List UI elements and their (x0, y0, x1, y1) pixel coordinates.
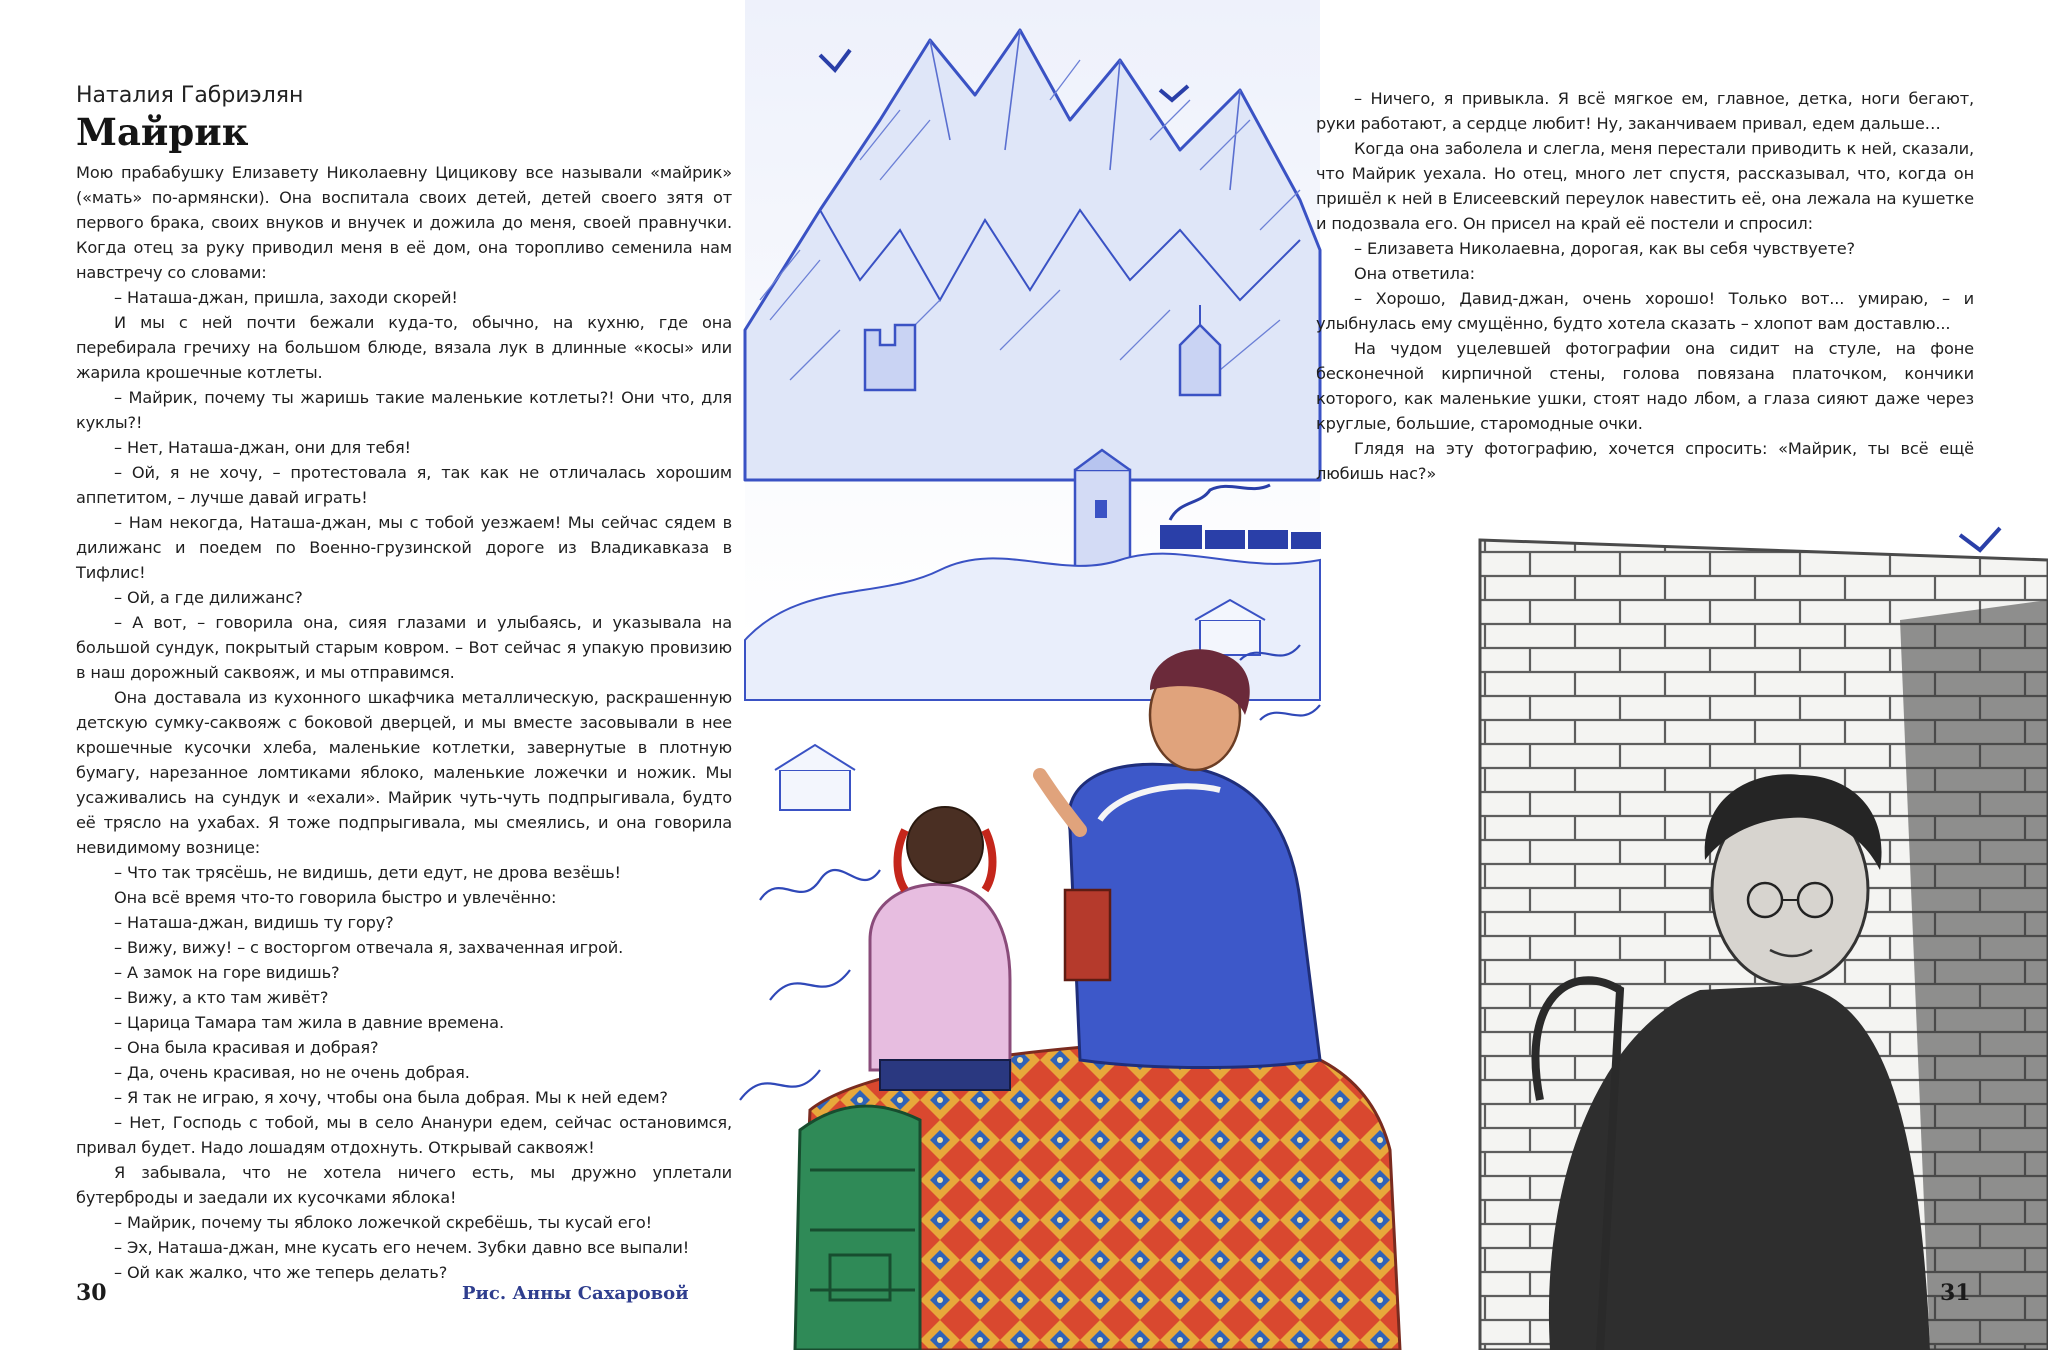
paragraph: – А замок на горе видишь? (114, 963, 340, 982)
paragraph: – Что так трясёшь, не видишь, дети едут, не дрова везёшь! (114, 863, 621, 882)
left-body-text (76, 160, 732, 1285)
paragraph: – Елизавета Николаевна, дорогая, как вы себя чувствуете? (1354, 239, 1856, 258)
paragraph: – Нет, Господь с тобой, мы в село Ананури едем, сейчас остановимся, привал будет. Надо лошадям отдохнуть. Открывай саквояж! (76, 1113, 732, 1157)
paragraph: – Эх, Наташа-джан, мне кусать его нечем. Зубки давно все выпали! (114, 1238, 690, 1257)
paragraph: – Вижу, вижу! – с восторгом отвечала я, захваченная игрой. (114, 938, 624, 957)
paragraph: – А вот, – говорила она, сияя глазами и улыбаясь, и указывала на большой сундук, покрытый старым ковром. – Вот сейчас я упакую провизию в наш дорожный саквояж, и мы отправимся. (76, 613, 732, 682)
illustration-credit: Рис. Анны Сахаровой (462, 1283, 689, 1304)
paragraph: – Нам некогда, Наташа-джан, мы с тобой уезжаем! Мы сейчас сядем в дилижанс и поедем по Военно-грузинской дороге из Владикавказа в Тифлис! (76, 513, 732, 582)
paragraph: – Я так не играю, я хочу, чтобы она была добрая. Мы к ней едем? (114, 1088, 668, 1107)
paragraph: – Майрик, почему ты жаришь такие маленькие котлеты?! Они что, для куклы?! (76, 388, 732, 432)
paragraph: Она всё время что-то говорила быстро и увлечённо: (114, 888, 557, 907)
paragraph: – Ничего, я привыкла. Я всё мягкое ем, главное, детка, ноги бегают, руки работают, а сердце любит! Ну, заканчиваем привал, едем дальше… (1316, 89, 1974, 133)
paragraph: Мою прабабушку Елизавету Николаевну Цицикову все называли «майрик» («мать» по-армянски). Она воспитала своих детей, детей своего зятя от первого брака, своих внуков и внучек и дожила до меня, своей правнучки. Когда отец за руку приводил меня в её дом, она торопливо семенила нам навстречу со словами: (76, 163, 732, 282)
left-column (76, 82, 732, 1285)
paragraph: – Наташа-джан, видишь ту гору? (114, 913, 394, 932)
paragraph: – Хорошо, Давид-джан, очень хорошо! Только вот... умираю, – и улыбнулась ему смущённо, будто хотела сказать – хлопот вам доставлю... (1316, 289, 1974, 333)
paragraph: На чудом уцелевшей фотографии она сидит на стуле, на фоне бесконечной кирпичной стены, голова повязана платочком, кончики которого, как маленькие ушки, стоят надо лбом, а глаза сияют даже через круглые, большие, старомодные очки. (1316, 339, 1974, 433)
child-figure (870, 807, 1010, 1090)
paragraph: Глядя на эту фотографию, хочется спросить: «Майрик, ты всё ещё любишь нас?» (1316, 439, 1974, 483)
paragraph: Когда она заболела и слегла, меня перестали приводить к ней, сказали, что Майрик уехала. Но отец, много лет спустя, рассказывал, что, когда он пришёл к ней в Елисеевский переулок навестить её, она лежала на кушетке и подозвала его. Он присел на край её постели и спросил: (1316, 139, 1974, 233)
paragraph: – Ой, я не хочу, – протестовала я, так как не отличалась хорошим аппетитом, – лучше давай играть! (76, 463, 732, 507)
paragraph: Она ответила: (1354, 264, 1475, 283)
article-title: Майрик (76, 110, 249, 154)
page-number-left: 30 (76, 1280, 107, 1306)
paragraph: И мы с ней почти бежали куда-то, обычно, на кухню, где она перебирала гречиху на большом блюде, вязала лук в длинные «косы» или жарила крошечные котлеты. (76, 313, 732, 382)
paragraph: – Да, очень красивая, но не очень добрая. (114, 1063, 470, 1082)
page-number-right: 31 (1940, 1280, 1971, 1306)
paragraph: – Вижу, а кто там живёт? (114, 988, 329, 1007)
paragraph: – Нет, Наташа-джан, они для тебя! (114, 438, 411, 457)
paragraph: – Майрик, почему ты яблоко ложечкой скребёшь, ты кусай его! (114, 1213, 653, 1232)
paragraph: – Наташа-джан, пришла, заходи скорей! (114, 288, 458, 307)
author-name: Наталия Габриэлян (76, 83, 304, 108)
paragraph: Я забывала, что не хотела ничего есть, мы дружно уплетали бутерброды и заедали их кусочками яблока! (76, 1163, 732, 1207)
paragraph: – Она была красивая и добрая? (114, 1038, 379, 1057)
paragraph: – Ой, а где дилижанс? (114, 588, 303, 607)
right-column (1316, 86, 1974, 486)
paragraph: – Царица Тамара там жила в давние времена. (114, 1013, 504, 1032)
paragraph: Она доставала из кухонного шкафчика металлическую, раскрашенную детскую сумку-саквояж с боковой дверцей, и мы вместе засовывали в нее крошечные кусочки хлеба, маленькие котлетки, завернутые в плотную бумагу, нарезанное ломтиками яблоко, маленькие ложечки и ножик. Мы усаживались на сундук и «ехали». Майрик чуть-чуть подпрыгивала, будто её трясло на ухабах. Я тоже подпрыгивала, мы смеялись, и она говорила невидимому вознице: (76, 688, 732, 857)
brick-wall-panel (1480, 540, 2048, 1350)
paragraph: – Ой как жалко, что же теперь делать? (114, 1263, 448, 1282)
